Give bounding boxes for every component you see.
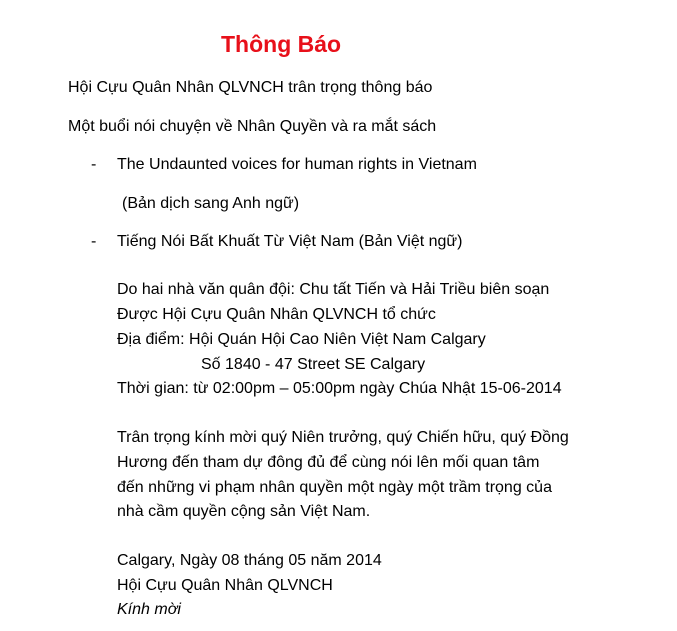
closing-line: Kính mời	[117, 601, 181, 618]
invitation-line: nhà cầm quyền cộng sản Việt Nam.	[117, 503, 371, 520]
book-title-vietnamese: Tiếng Nói Bất Khuất Từ Việt Nam (Bản Việt ngữ)	[117, 233, 463, 250]
invitation-line: Hương đến tham dự đông đủ để cùng nói lên mối quan tâm	[117, 454, 540, 471]
invitation-line: Trân trọng kính mời quý Niên trưởng, quý Chiến hữu, quý Đồng	[117, 429, 569, 446]
intro-line: Hội Cựu Quân Nhân QLVNCH trân trọng thông báo	[68, 79, 433, 96]
place-date-line: Calgary, Ngày 08 tháng 05 năm 2014	[117, 552, 382, 569]
book-note-english: (Bản dịch sang Anh ngữ)	[122, 195, 300, 212]
list-bullet: -	[91, 156, 97, 173]
venue-line: Địa điểm: Hội Quán Hội Cao Niên Việt Nam Calgary	[117, 331, 486, 348]
time-line: Thời gian: từ 02:00pm – 05:00pm ngày Chúa Nhật 15-06-2014	[117, 380, 562, 397]
list-bullet: -	[91, 233, 97, 250]
book-title-english: The Undaunted voices for human rights in Vietnam	[117, 156, 477, 173]
organization-line: Hội Cựu Quân Nhân QLVNCH	[117, 577, 333, 594]
organizer-line: Được Hội Cựu Quân Nhân QLVNCH tổ chức	[117, 306, 436, 323]
event-line: Một buổi nói chuyện về Nhân Quyền và ra mắt sách	[68, 118, 437, 135]
venue-address-line: Số 1840 - 47 Street SE Calgary	[201, 356, 426, 373]
notice-title: Thông Báo	[221, 31, 342, 57]
authors-line: Do hai nhà văn quân đội: Chu tất Tiến và Hải Triều biên soạn	[117, 281, 550, 298]
invitation-line: đến những vi phạm nhân quyền một ngày một trầm trọng của	[117, 479, 552, 496]
